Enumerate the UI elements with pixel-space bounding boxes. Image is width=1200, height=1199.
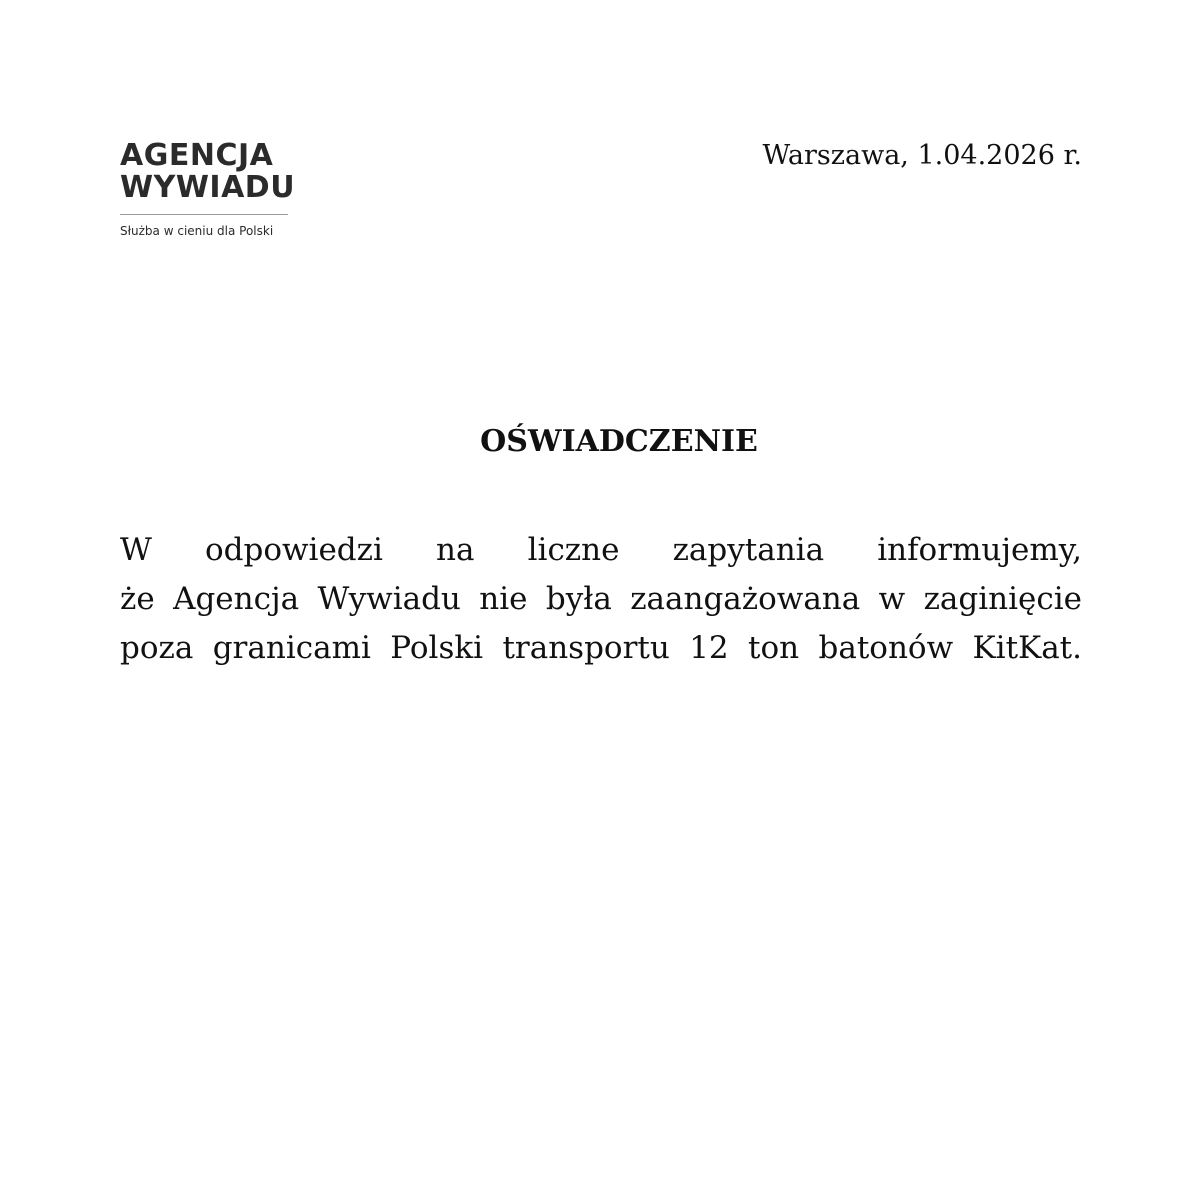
- document-date: Warszawa, 1.04.2026 r.: [762, 140, 1082, 171]
- logo-tagline: Służba w cieniu dla Polski: [120, 224, 274, 238]
- logo-line-wywiadu: WYWIADU: [120, 170, 296, 205]
- logo-divider: [120, 214, 288, 215]
- document-title: OŚWIADCZENIE: [480, 424, 758, 459]
- statement-line-2: że Agencja Wywiadu nie była zaangażowana w zaginięcie: [120, 581, 1082, 617]
- agency-logo: [120, 140, 300, 239]
- logo-line-agencja: AGENCJA: [120, 138, 274, 173]
- statement-line-1: W odpowiedzi na liczne zapytania informujemy,: [120, 532, 1082, 568]
- statement-line-3: poza granicami Polski transportu 12 ton batonów KitKat.: [120, 630, 1082, 666]
- statement-body: [120, 526, 1082, 673]
